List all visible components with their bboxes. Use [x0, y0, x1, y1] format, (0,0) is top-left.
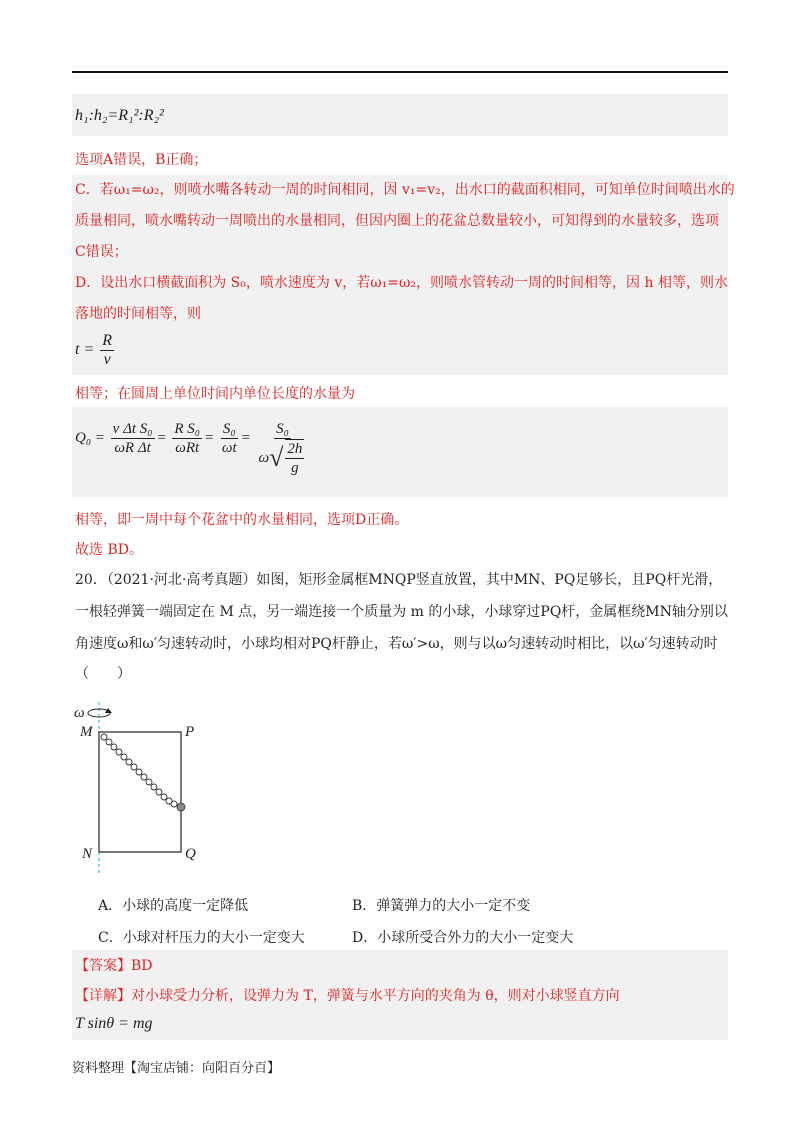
arrowhead-icon	[105, 708, 112, 713]
option-d: D．小球所受合外力的大小一定变大	[352, 930, 574, 946]
formula-t-fraction	[100, 332, 114, 369]
option-c-line-3: C错误；	[75, 244, 128, 260]
frame-figure	[70, 698, 210, 878]
sqrt-den: g	[291, 460, 299, 476]
label-N: N	[82, 846, 93, 862]
frac-4-den	[257, 439, 309, 477]
frac-3-num: S₀	[222, 421, 236, 437]
formula-q-frac-3	[220, 420, 239, 457]
label-omega: ω	[74, 705, 85, 721]
option-c: C．小球对杆压力的大小一定变大	[98, 930, 305, 946]
frac-2-num: R S₀	[174, 421, 201, 437]
option-a: A．小球的高度一定降低	[98, 898, 249, 914]
footer-source: 资料整理【淘宝店铺：向阳百分百】	[72, 1061, 281, 1076]
option-c-line-1: C．若ω₁=ω₂，则喷水嘴各转动一周的时间相同，因 v₁=v₂，出水口的截面积相同，可知单位时间喷出水的	[75, 182, 735, 198]
formula-q-frac-2	[172, 420, 202, 457]
question-20-line-4: （ ）	[75, 666, 131, 682]
spring-coils	[101, 734, 177, 807]
question-20-line-1: 20．（2021·河北·高考真题）如图，矩形金属框MNQP竖直放置，其中MN、PQ足够长，且PQ杆光滑，	[75, 572, 723, 588]
answer-label: 【答案】BD	[75, 958, 153, 974]
option-b: B．弹簧弹力的大小一定不变	[352, 898, 531, 914]
formula-t-lhs: t =	[75, 341, 95, 359]
equal-line-1: 相等；在圆周上单位时间内单位长度的水量为	[75, 386, 355, 402]
formula-q-lhs: Q₀ =	[75, 429, 105, 446]
formula-q: Q₀ = $\frac{\text{v Δt S₀}}{\text{ωR Δt}}$ = $\frac{\text{R S₀}}{\text{ωRt}}$ = $\frac{\text{S₀}}{\omega t}$ = S₀ ω √ $\frac{2h}{g}$	[75, 420, 310, 477]
frac-1-num: v Δt S₀	[112, 421, 153, 437]
formula-t-num: R	[102, 332, 113, 349]
sqrt-fraction	[285, 439, 304, 477]
formula-t-den: v	[103, 351, 111, 368]
label-Q: Q	[185, 846, 196, 862]
option-d-line-2: 落地的时间相等，则	[75, 306, 201, 322]
detail-line: 【详解】对小球受力分析，设弹力为 T，弹簧与水平方向的夹角为 θ，则对小球竖直方向	[75, 988, 620, 1004]
metal-frame	[99, 732, 181, 852]
formula-band	[72, 94, 728, 136]
frac-1-den: ωR Δt	[114, 440, 151, 456]
equal-line-2: 相等，即一周中每个花盆中的水量相同，选项D正确。	[75, 512, 409, 528]
label-M: M	[80, 724, 93, 740]
label-P: P	[185, 724, 195, 740]
formula-h-ratio: h₁:h₂=R₁²:R₂²	[75, 107, 164, 124]
formula-t	[75, 332, 116, 369]
option-c-line-2: 质量相同，喷水嘴转动一周喷出的水量相同，但因内圈上的花盆总数量较小，可知得到的水量较多，选项	[75, 213, 719, 229]
frac-3-den: ωt	[221, 440, 237, 456]
frac-4-den-omega: ω	[258, 450, 270, 466]
ball	[177, 803, 185, 811]
sqrt-num: 2h	[287, 441, 303, 457]
header-rule	[72, 71, 728, 73]
question-20-line-2: 一根轻弹簧一端固定在 M 点，另一端连接一个质量为 m 的小球，小球穿过PQ杆，金属框绕MN轴分别以	[75, 604, 728, 620]
formula-tension: T sinθ = mg	[75, 1015, 153, 1032]
option-d-line-1: D．设出水口横截面积为 S₀，喷水速度为 v，若ω₁=ω₂，则喷水管转动一周的时间相等，因 h 相等，则水	[75, 275, 728, 291]
formula-q-frac-4	[257, 420, 309, 477]
formula-q-frac-1	[111, 420, 155, 457]
option-a-note: 选项A错误，B正确；	[75, 152, 208, 168]
frac-2-den: ωRt	[175, 440, 200, 456]
frac-4-num: S₀	[276, 421, 289, 437]
question-20-line-3: 角速度ω和ω′匀速转动时，小球均相对PQ杆静止，若ω′>ω，则与以ω匀速转动时相比，以ω′匀速转动时	[75, 636, 718, 652]
answer-choice: 故选 BD。	[75, 542, 143, 558]
sqrt-icon: √	[269, 443, 284, 472]
